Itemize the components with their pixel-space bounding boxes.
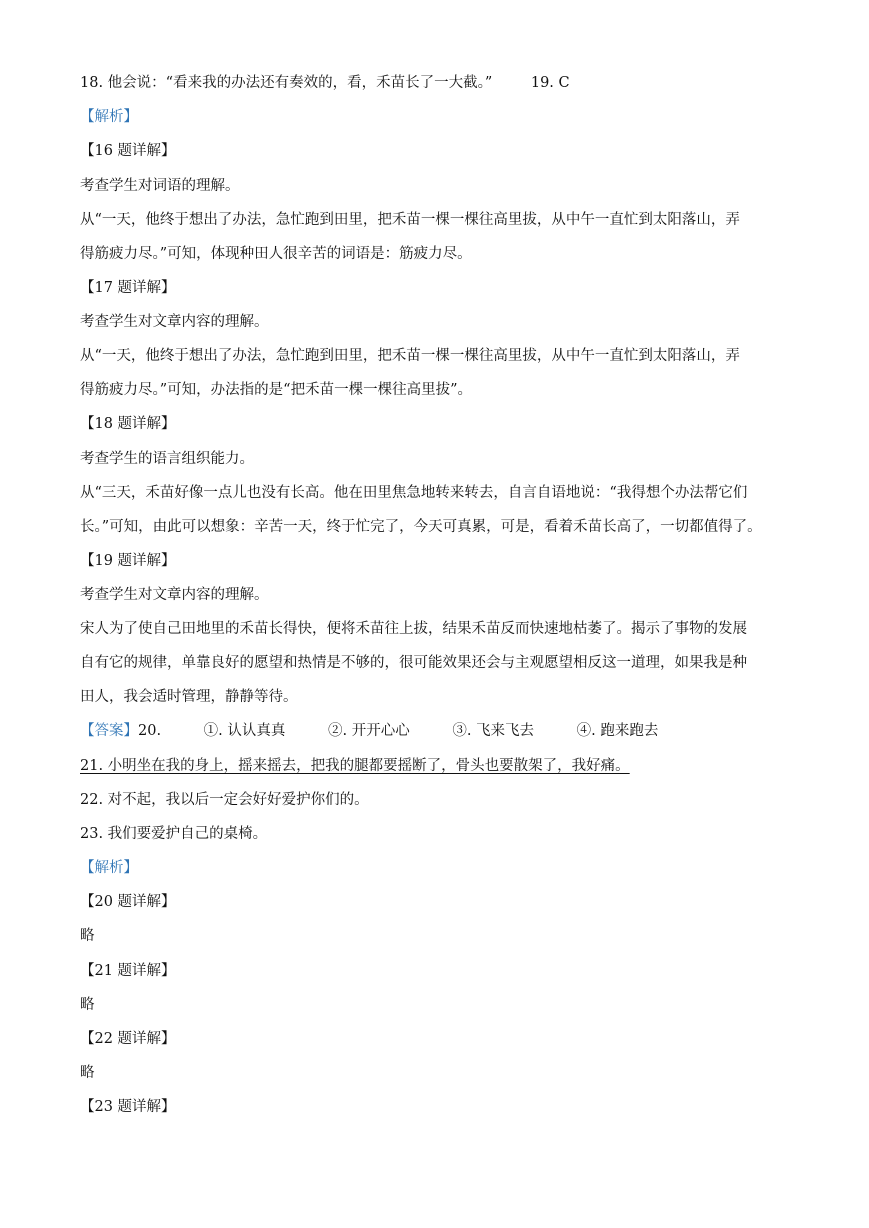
answer-q23: 23. 我们要爱护自己的桌椅。 bbox=[80, 826, 268, 842]
q16-line: 从“一天，他终于想出了办法，急忙跑到田里，把禾苗一棵一棵往高里拔，从中午一直忙到太阳落山，弄 bbox=[80, 212, 740, 228]
q18-line: 考查学生的语言组织能力。 bbox=[80, 451, 254, 467]
answer-q21: 21. 小明坐在我的身上，摇来摇去，把我的腿都要摇断了，骨头也要散架了，我好痛。 bbox=[80, 758, 630, 774]
q18-line: 从“三天，禾苗好像一点儿也没有长高。他在田里焦急地转来转去，自言自语地说：“我得想个办法帮它们 bbox=[80, 485, 748, 501]
q21-heading: 【21 题详解】 bbox=[80, 963, 176, 979]
q16-heading: 【16 题详解】 bbox=[80, 143, 176, 159]
answer-line-18-19 bbox=[80, 73, 570, 93]
q16-line: 考查学生对词语的理解。 bbox=[80, 178, 240, 194]
q22-detail-text: 略 bbox=[80, 1065, 95, 1081]
q20-heading: 【20 题详解】 bbox=[80, 894, 176, 910]
q16-line: 得筋疲力尽。”可知，体现种田人很辛苦的词语是：筋疲力尽。 bbox=[80, 246, 472, 262]
answer-q18: 18. 他会说：“看来我的办法还有奏效的，看，禾苗长了一大截。” bbox=[80, 75, 493, 91]
q22-heading: 【22 题详解】 bbox=[80, 1031, 176, 1047]
q20-answer-4: ④. 跑来跑去 bbox=[576, 723, 659, 739]
q20-detail-text: 略 bbox=[80, 928, 95, 944]
answer-q22: 22. 对不起，我以后一定会好好爱护你们的。 bbox=[80, 792, 369, 808]
q20-number: 20. bbox=[138, 723, 162, 739]
q19-heading: 【19 题详解】 bbox=[80, 553, 176, 569]
q20-answer-1: ①. 认认真真 bbox=[203, 723, 286, 739]
answer-q19: 19. C bbox=[530, 75, 570, 91]
q19-line: 考查学生对文章内容的理解。 bbox=[80, 587, 269, 603]
analysis-label: 【解析】 bbox=[80, 109, 138, 125]
q17-line: 从“一天，他终于想出了办法，急忙跑到田里，把禾苗一棵一棵往高里拔，从中午一直忙到太阳落山，弄 bbox=[80, 348, 740, 364]
q17-line: 考查学生对文章内容的理解。 bbox=[80, 314, 269, 330]
q20-answer-3: ③. 飞来飞去 bbox=[452, 723, 535, 739]
answer-line-20 bbox=[80, 721, 658, 741]
q23-heading: 【23 题详解】 bbox=[80, 1099, 176, 1115]
analysis-label: 【解析】 bbox=[80, 860, 138, 876]
answer-label: 【答案】 bbox=[80, 723, 138, 739]
q19-line: 田人，我会适时管理，静静等待。 bbox=[80, 689, 298, 705]
q20-answer-2: ②. 开开心心 bbox=[328, 723, 410, 739]
q17-heading: 【17 题详解】 bbox=[80, 280, 176, 296]
q18-line: 长。”可知，由此可以想象：辛苦一天，终于忙完了，今天可真累，可是，看着禾苗长高了，一切都值得了。 bbox=[80, 519, 762, 535]
q18-heading: 【18 题详解】 bbox=[80, 416, 176, 432]
q21-detail-text: 略 bbox=[80, 997, 95, 1013]
q17-line: 得筋疲力尽。”可知，办法指的是“把禾苗一棵一棵往高里拔”。 bbox=[80, 382, 472, 398]
q19-line: 宋人为了使自己田地里的禾苗长得快，便将禾苗往上拔，结果禾苗反而快速地枯萎了。揭示了事物的发展 bbox=[80, 621, 747, 637]
q19-line: 自有它的规律，单靠良好的愿望和热情是不够的，很可能效果还会与主观愿望相反这一道理，如果我是种 bbox=[80, 655, 747, 671]
